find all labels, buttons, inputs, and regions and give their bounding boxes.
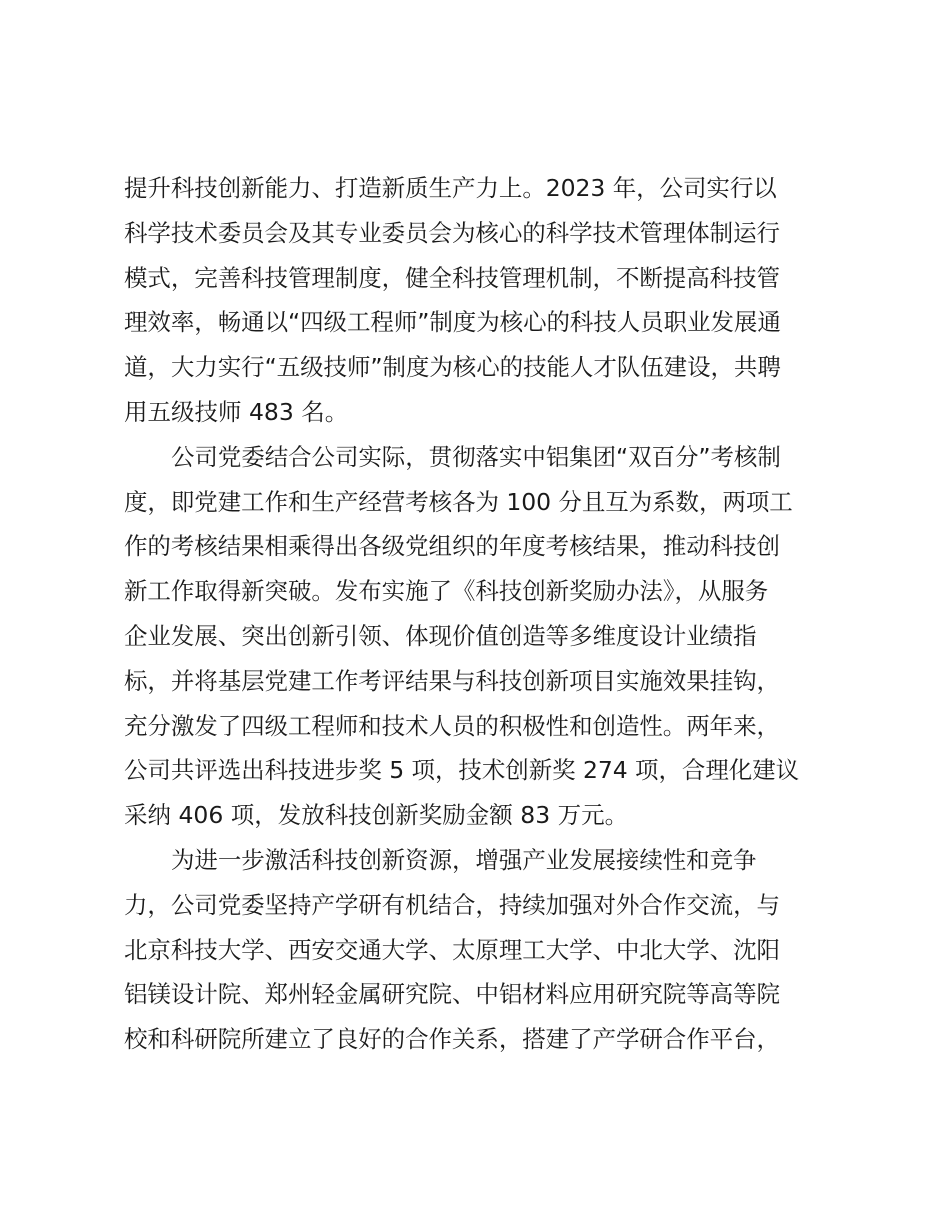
text-line: 企业发展、突出创新引领、体现价值创造等多维度设计业绩指 [124, 621, 757, 650]
text-line: 采纳 406 项，发放科技创新奖励金额 83 万元。 [124, 801, 629, 830]
text-line: 作的考核结果相乘得出各级党组织的年度考核结果，推动科技创 [124, 532, 780, 561]
text-line: 用五级技师 483 名。 [124, 397, 349, 426]
text-line: 模式，完善科技管理制度，健全科技管理机制，不断提高科技管 [124, 263, 780, 292]
text-line: 标，并将基层党建工作考评结果与科技创新项目实施效果挂钩， [124, 666, 780, 695]
text-line: 度，即党建工作和生产经营考核各为 100 分且互为系数，两项工 [124, 487, 793, 516]
text-line: 校和科研院所建立了良好的合作关系，搭建了产学研合作平台， [124, 1025, 780, 1054]
text-line: 北京科技大学、西安交通大学、太原理工大学、中北大学、沈阳 [124, 935, 780, 964]
text-line: 提升科技创新能力、打造新质生产力上。2023 年，公司实行以 [124, 174, 777, 202]
text-line: 新工作取得新突破。发布实施了《科技创新奖励办法》，从服务 [124, 577, 769, 606]
body-text [124, 166, 834, 1062]
text-line: 理效率，畅通以“四级工程师”制度为核心的科技人员职业发展通 [124, 308, 781, 337]
text-line: 充分激发了四级工程师和技术人员的积极性和创造性。两年来， [124, 711, 780, 740]
text-line: 铝镁设计院、郑州轻金属研究院、中铝材料应用研究院等高等院 [124, 980, 780, 1009]
text-line: 为进一步激活科技创新资源，增强产业发展接续性和竞争 [171, 845, 757, 874]
text-line: 公司共评选出科技进步奖 5 项，技术创新奖 274 项，合理化建议 [124, 756, 800, 785]
text-line: 力，公司党委坚持产学研有机结合，持续加强对外合作交流，与 [124, 890, 780, 919]
text-line: 道，大力实行“五级技师”制度为核心的技能人才队伍建设，共聘 [124, 353, 781, 382]
text-line: 公司党委结合公司实际，贯彻落实中铝集团“双百分”考核制 [171, 442, 781, 471]
text-line: 科学技术委员会及其专业委员会为核心的科学技术管理体制运行 [124, 218, 780, 247]
